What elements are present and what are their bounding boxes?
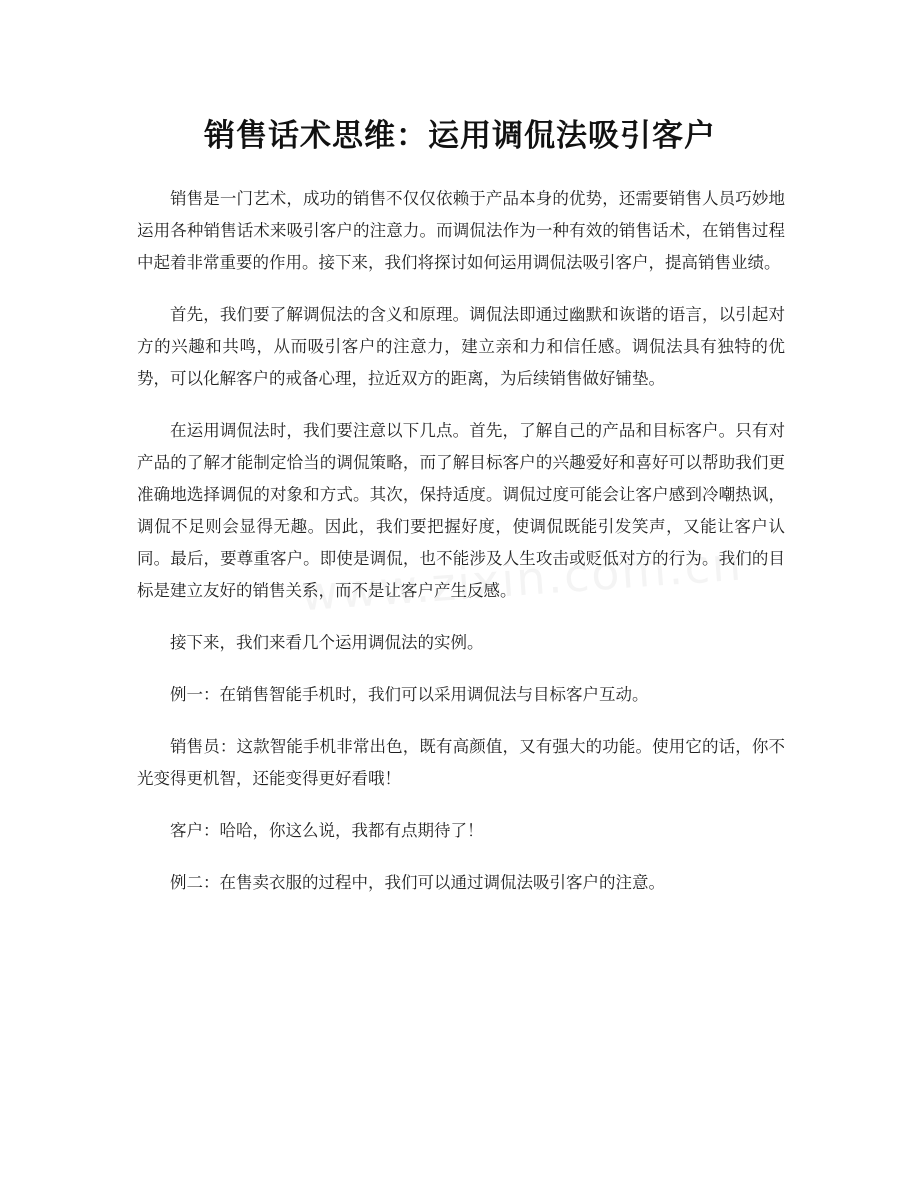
paragraph-example-two: 例二：在售卖衣服的过程中，我们可以通过调侃法吸引客户的注意。 [170, 873, 665, 892]
paragraph-example-one: 例一：在销售智能手机时，我们可以采用调侃法与目标客户互动。 [170, 685, 649, 704]
paragraph-examples-intro: 接下来，我们来看几个运用调侃法的实例。 [170, 633, 484, 652]
paragraph-salesperson-line: 销售员：这款智能手机非常出色，既有高颜值，又有强大的功能。使用它的话，你不光变得更机智，还能变得更好看哦！ [137, 737, 785, 788]
document-title: 销售话术思维：运用调侃法吸引客户 [204, 118, 716, 154]
paragraph-customer-line: 客户：哈哈，你这么说，我都有点期待了！ [170, 821, 484, 840]
paragraph-intro: 销售是一门艺术，成功的销售不仅仅依赖于产品本身的优势，还需要销售人员巧妙地运用各种销售话术来吸引客户的注意力。而调侃法作为一种有效的销售话术，在销售过程中起着非常重要的作用。接下来，我们将探讨如何运用调侃法吸引客户，提高销售业绩。 [137, 189, 785, 272]
paragraph-key-points: 在运用调侃法时，我们要注意以下几点。首先，了解自己的产品和目标客户。只有对产品的了解才能制定恰当的调侃策略，而了解目标客户的兴趣爱好和喜好可以帮助我们更准确地选择调侃的对象和方式。其次，保持适度。调侃过度可能会让客户感到冷嘲热讽，调侃不足则会显得无趣。因此，我们要把握好度，使调侃既能引发笑声，又能让客户认同。最后，要尊重客户。即使是调侃，也不能涉及人生攻击或贬低对方的行为。我们的目标是建立友好的销售关系，而不是让客户产生反感。 [137, 421, 785, 600]
document-body [137, 183, 785, 919]
paragraph-definition: 首先，我们要了解调侃法的含义和原理。调侃法即通过幽默和诙谐的语言，以引起对方的兴趣和共鸣，从而吸引客户的注意力，建立亲和力和信任感。调侃法具有独特的优势，可以化解客户的戒备心理，拉近双方的距离，为后续销售做好铺垫。 [137, 305, 785, 388]
